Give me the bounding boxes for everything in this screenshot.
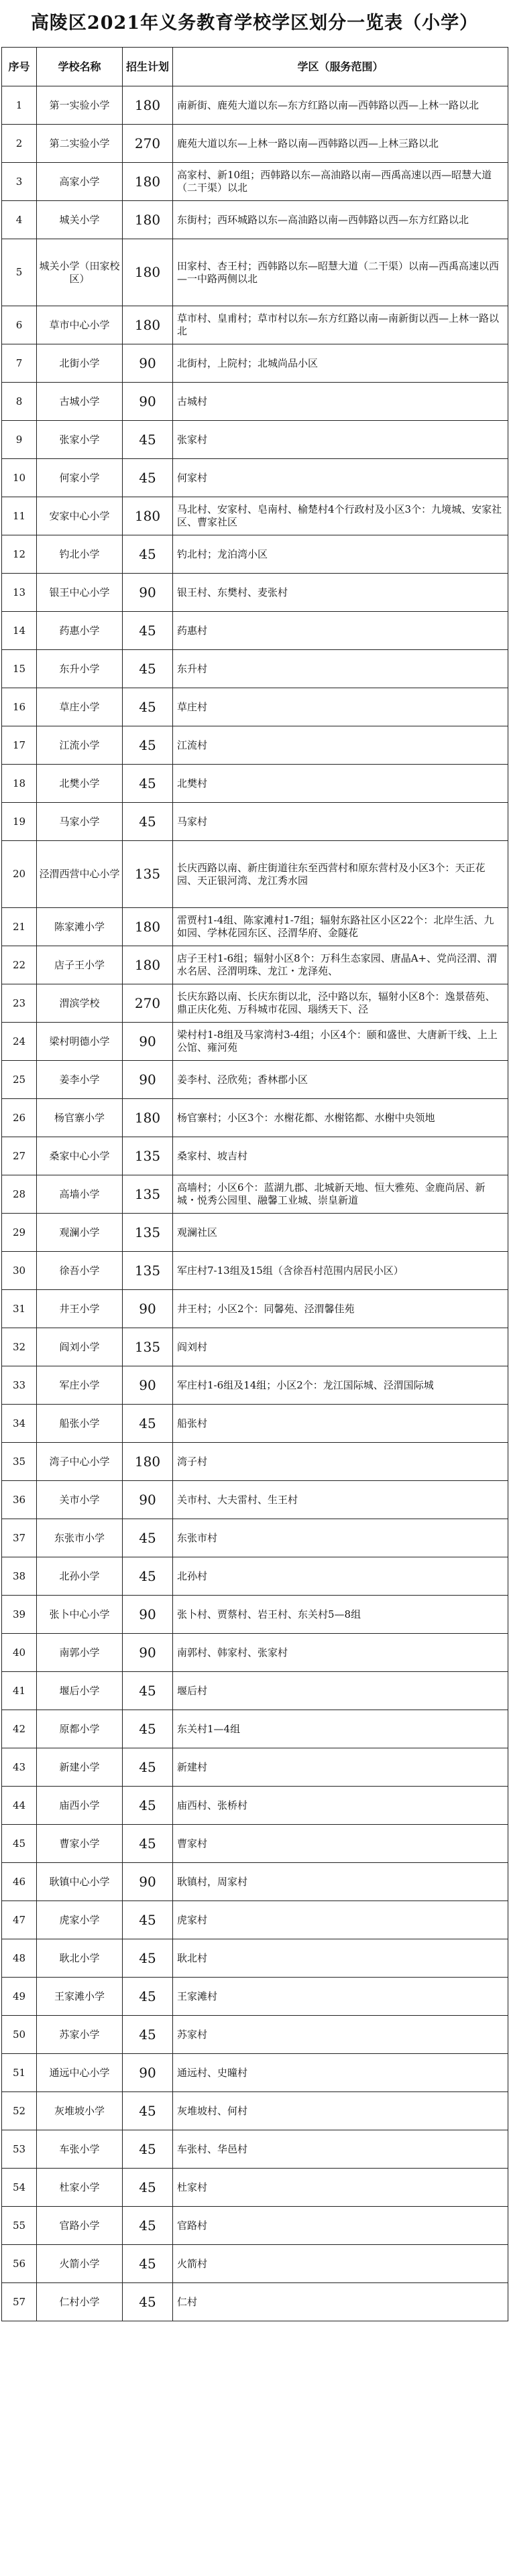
row-number: 27 xyxy=(2,1137,37,1175)
enrollment-plan: 45 xyxy=(123,2092,173,2130)
table-row xyxy=(2,2130,508,2169)
row-number: 42 xyxy=(2,1710,37,1748)
school-name: 虎家小学 xyxy=(37,1901,123,1939)
district-area: 南郭村、韩家村、张家村 xyxy=(173,1634,508,1672)
row-number: 14 xyxy=(2,612,37,650)
district-area: 桑家村、坡吉村 xyxy=(173,1137,508,1175)
table-row xyxy=(2,1787,508,1825)
table-row xyxy=(2,1863,508,1901)
district-area: 东街村；西环城路以东—高油路以南—西韩路以西—东方红路以北 xyxy=(173,201,508,239)
school-name: 王家滩小学 xyxy=(37,1978,123,2016)
table-row xyxy=(2,2283,508,2321)
table-row xyxy=(2,306,508,344)
school-name: 渭滨学校 xyxy=(37,984,123,1023)
table-row xyxy=(2,841,508,908)
school-name: 高家小学 xyxy=(37,163,123,201)
row-number: 34 xyxy=(2,1405,37,1443)
school-name: 杨官寨小学 xyxy=(37,1099,123,1137)
row-number: 50 xyxy=(2,2016,37,2054)
school-name: 通远中心小学 xyxy=(37,2054,123,2092)
table-row xyxy=(2,1175,508,1214)
district-area: 观澜社区 xyxy=(173,1214,508,1252)
header-no: 序号 xyxy=(2,48,37,86)
row-number: 8 xyxy=(2,383,37,421)
row-number: 36 xyxy=(2,1481,37,1519)
row-number: 4 xyxy=(2,201,37,239)
table-row xyxy=(2,125,508,163)
enrollment-plan: 45 xyxy=(123,1672,173,1710)
table-row xyxy=(2,726,508,765)
school-name: 观澜小学 xyxy=(37,1214,123,1252)
school-name: 东张市小学 xyxy=(37,1519,123,1557)
table-row xyxy=(2,1978,508,2016)
enrollment-plan: 45 xyxy=(123,2207,173,2245)
enrollment-plan: 180 xyxy=(123,86,173,125)
enrollment-plan: 90 xyxy=(123,1290,173,1328)
table-row xyxy=(2,2245,508,2283)
enrollment-plan: 180 xyxy=(123,163,173,201)
row-number: 46 xyxy=(2,1863,37,1901)
school-name: 徐吾小学 xyxy=(37,1252,123,1290)
enrollment-plan: 180 xyxy=(123,201,173,239)
district-area: 草市村、皇甫村；草市村以东—东方红路以南—南新街以西—上林一路以北 xyxy=(173,306,508,344)
district-area: 北街村，上院村；北城尚品小区 xyxy=(173,344,508,383)
enrollment-plan: 45 xyxy=(123,650,173,688)
row-number: 39 xyxy=(2,1596,37,1634)
row-number: 20 xyxy=(2,841,37,908)
table-row xyxy=(2,239,508,306)
district-area: 火箭村 xyxy=(173,2245,508,2283)
school-name: 江流小学 xyxy=(37,726,123,765)
enrollment-plan: 45 xyxy=(123,1978,173,2016)
enrollment-plan: 135 xyxy=(123,1328,173,1366)
district-area: 虎家村 xyxy=(173,1901,508,1939)
enrollment-plan: 45 xyxy=(123,612,173,650)
district-area: 湾子村 xyxy=(173,1443,508,1481)
enrollment-plan: 45 xyxy=(123,1557,173,1596)
district-area: 耿北村 xyxy=(173,1939,508,1978)
header-school-name: 学校名称 xyxy=(37,48,123,86)
table-row xyxy=(2,86,508,125)
district-area: 雷贾村1-4组、陈家滩村1-7组；辐射东路社区小区22个：北岸生活、九如园、学林花园东区、泾渭华府、金隧花 xyxy=(173,908,508,946)
table-row xyxy=(2,1939,508,1978)
enrollment-plan: 45 xyxy=(123,726,173,765)
table-row xyxy=(2,421,508,459)
district-area: 北孙村 xyxy=(173,1557,508,1596)
row-number: 54 xyxy=(2,2169,37,2207)
district-area: 阎刘村 xyxy=(173,1328,508,1366)
enrollment-plan: 270 xyxy=(123,125,173,163)
district-area: 马家村 xyxy=(173,803,508,841)
enrollment-plan: 90 xyxy=(123,1061,173,1099)
enrollment-plan: 45 xyxy=(123,1939,173,1978)
table-row xyxy=(2,908,508,946)
enrollment-plan: 180 xyxy=(123,497,173,535)
row-number: 49 xyxy=(2,1978,37,2016)
enrollment-plan: 135 xyxy=(123,1175,173,1214)
row-number: 37 xyxy=(2,1519,37,1557)
district-area: 南新街、鹿苑大道以东—东方红路以南—西韩路以西—上林一路以北 xyxy=(173,86,508,125)
table-row xyxy=(2,1137,508,1175)
table-row xyxy=(2,1901,508,1939)
row-number: 47 xyxy=(2,1901,37,1939)
school-name: 张卜中心小学 xyxy=(37,1596,123,1634)
school-district-table xyxy=(1,47,508,2321)
row-number: 55 xyxy=(2,2207,37,2245)
enrollment-plan: 45 xyxy=(123,1710,173,1748)
table-row xyxy=(2,497,508,535)
school-name: 北孙小学 xyxy=(37,1557,123,1596)
district-area: 军庄村7-13组及15组（含徐吾村范围内居民小区） xyxy=(173,1252,508,1290)
table-row xyxy=(2,1290,508,1328)
school-name: 第一实验小学 xyxy=(37,86,123,125)
school-name: 新建小学 xyxy=(37,1748,123,1787)
school-name: 杜家小学 xyxy=(37,2169,123,2207)
school-name: 苏家小学 xyxy=(37,2016,123,2054)
table-row xyxy=(2,2169,508,2207)
district-area: 庙西村、张桥村 xyxy=(173,1787,508,1825)
table-row xyxy=(2,1748,508,1787)
row-number: 41 xyxy=(2,1672,37,1710)
enrollment-plan: 45 xyxy=(123,535,173,574)
row-number: 29 xyxy=(2,1214,37,1252)
table-row xyxy=(2,1443,508,1481)
school-name: 庙西小学 xyxy=(37,1787,123,1825)
school-name: 钓北小学 xyxy=(37,535,123,574)
school-name: 银王中心小学 xyxy=(37,574,123,612)
enrollment-plan: 45 xyxy=(123,1405,173,1443)
enrollment-plan: 45 xyxy=(123,1901,173,1939)
enrollment-plan: 135 xyxy=(123,1137,173,1175)
row-number: 38 xyxy=(2,1557,37,1596)
row-number: 43 xyxy=(2,1748,37,1787)
district-area: 梁村村1-8组及马家湾村3-4组；小区4个：颐和盛世、大唐新干线、上上公馆、雍河苑 xyxy=(173,1023,508,1061)
enrollment-plan: 135 xyxy=(123,841,173,908)
school-name: 第二实验小学 xyxy=(37,125,123,163)
school-name: 城关小学 xyxy=(37,201,123,239)
district-area: 北樊村 xyxy=(173,765,508,803)
table-row xyxy=(2,1405,508,1443)
table-row xyxy=(2,1023,508,1061)
row-number: 5 xyxy=(2,239,37,306)
table-row xyxy=(2,650,508,688)
district-area: 杜家村 xyxy=(173,2169,508,2207)
district-area: 新建村 xyxy=(173,1748,508,1787)
row-number: 13 xyxy=(2,574,37,612)
school-name: 何家小学 xyxy=(37,459,123,497)
district-area: 东张市村 xyxy=(173,1519,508,1557)
school-name: 仁村小学 xyxy=(37,2283,123,2321)
page-title: 高陵区2021年义务教育学校学区划分一览表（小学） xyxy=(30,13,479,34)
district-area: 仁村 xyxy=(173,2283,508,2321)
table-row xyxy=(2,459,508,497)
table-row xyxy=(2,1519,508,1557)
table-row xyxy=(2,1672,508,1710)
row-number: 40 xyxy=(2,1634,37,1672)
table-row xyxy=(2,1596,508,1634)
school-name: 店子王小学 xyxy=(37,946,123,984)
school-name: 草市中心小学 xyxy=(37,306,123,344)
school-name: 东升小学 xyxy=(37,650,123,688)
header-district: 学区（服务范围） xyxy=(173,48,508,86)
enrollment-plan: 180 xyxy=(123,306,173,344)
row-number: 51 xyxy=(2,2054,37,2092)
enrollment-plan: 135 xyxy=(123,1252,173,1290)
row-number: 44 xyxy=(2,1787,37,1825)
school-name: 张家小学 xyxy=(37,421,123,459)
row-number: 3 xyxy=(2,163,37,201)
row-number: 33 xyxy=(2,1366,37,1405)
row-number: 23 xyxy=(2,984,37,1023)
district-area: 关市村、大夫雷村、生王村 xyxy=(173,1481,508,1519)
row-number: 2 xyxy=(2,125,37,163)
row-number: 30 xyxy=(2,1252,37,1290)
table-row xyxy=(2,2207,508,2245)
table-row xyxy=(2,1061,508,1099)
row-number: 24 xyxy=(2,1023,37,1061)
row-number: 16 xyxy=(2,688,37,726)
enrollment-plan: 180 xyxy=(123,946,173,984)
row-number: 32 xyxy=(2,1328,37,1366)
row-number: 53 xyxy=(2,2130,37,2169)
table-row xyxy=(2,1214,508,1252)
school-name: 安家中心小学 xyxy=(37,497,123,535)
row-number: 7 xyxy=(2,344,37,383)
enrollment-plan: 45 xyxy=(123,1748,173,1787)
district-area: 灰堆坡村、何村 xyxy=(173,2092,508,2130)
district-area: 马北村、安家村、皂南村、榆楚村4个行政村及小区3个：九境城、安家社区、曹家社区 xyxy=(173,497,508,535)
enrollment-plan: 90 xyxy=(123,383,173,421)
school-name: 姜李小学 xyxy=(37,1061,123,1099)
table-row xyxy=(2,612,508,650)
enrollment-plan: 90 xyxy=(123,1863,173,1901)
row-number: 10 xyxy=(2,459,37,497)
table-row xyxy=(2,688,508,726)
school-name: 城关小学（田家校区） xyxy=(37,239,123,306)
row-number: 45 xyxy=(2,1825,37,1863)
enrollment-plan: 90 xyxy=(123,2054,173,2092)
table-row xyxy=(2,1366,508,1405)
table-row xyxy=(2,1634,508,1672)
school-name: 船张小学 xyxy=(37,1405,123,1443)
district-area: 耿镇村，周家村 xyxy=(173,1863,508,1901)
row-number: 31 xyxy=(2,1290,37,1328)
school-name: 军庄小学 xyxy=(37,1366,123,1405)
enrollment-plan: 90 xyxy=(123,1634,173,1672)
row-number: 12 xyxy=(2,535,37,574)
school-name: 桑家中心小学 xyxy=(37,1137,123,1175)
district-area: 车张村、华邑村 xyxy=(173,2130,508,2169)
district-area: 曹家村 xyxy=(173,1825,508,1863)
enrollment-plan: 45 xyxy=(123,688,173,726)
enrollment-plan: 45 xyxy=(123,2283,173,2321)
school-name: 原都小学 xyxy=(37,1710,123,1748)
school-name: 关市小学 xyxy=(37,1481,123,1519)
table-row xyxy=(2,2016,508,2054)
district-area: 东升村 xyxy=(173,650,508,688)
district-area: 江流村 xyxy=(173,726,508,765)
table-row xyxy=(2,2092,508,2130)
table-row xyxy=(2,163,508,201)
district-area: 长庆西路以南、新庄街道往东至西营村和原东营村及小区3个：天正花园、天正银河湾、龙江秀水园 xyxy=(173,841,508,908)
enrollment-plan: 90 xyxy=(123,1023,173,1061)
district-area: 田家村、杏王村；西韩路以东—昭慧大道（二干渠）以南—西禹高速以西—一中路两侧以北 xyxy=(173,239,508,306)
row-number: 21 xyxy=(2,908,37,946)
school-name: 马家小学 xyxy=(37,803,123,841)
row-number: 15 xyxy=(2,650,37,688)
school-name: 泾渭西营中心小学 xyxy=(37,841,123,908)
table-row xyxy=(2,344,508,383)
district-area: 草庄村 xyxy=(173,688,508,726)
district-area: 张卜村、贾蔡村、岩王村、东关村5—8组 xyxy=(173,1596,508,1634)
enrollment-plan: 45 xyxy=(123,1519,173,1557)
school-name: 高墙小学 xyxy=(37,1175,123,1214)
district-area: 银王村、东樊村、麦张村 xyxy=(173,574,508,612)
enrollment-plan: 45 xyxy=(123,765,173,803)
school-name: 药惠小学 xyxy=(37,612,123,650)
enrollment-plan: 45 xyxy=(123,1825,173,1863)
district-area: 军庄村1-6组及14组；小区2个：龙江国际城、泾渭国际城 xyxy=(173,1366,508,1405)
header-plan: 招生计划 xyxy=(123,48,173,86)
school-name: 井王小学 xyxy=(37,1290,123,1328)
district-area: 姜李村、泾欣苑；香林郡小区 xyxy=(173,1061,508,1099)
enrollment-plan: 45 xyxy=(123,2130,173,2169)
enrollment-plan: 180 xyxy=(123,1099,173,1137)
enrollment-plan: 45 xyxy=(123,2016,173,2054)
enrollment-plan: 45 xyxy=(123,803,173,841)
table-row xyxy=(2,1252,508,1290)
row-number: 11 xyxy=(2,497,37,535)
district-area: 高家村、新10组；西韩路以东—高油路以南—西禹高速以西—昭慧大道（二干渠）以北 xyxy=(173,163,508,201)
school-name: 阎刘小学 xyxy=(37,1328,123,1366)
enrollment-plan: 270 xyxy=(123,984,173,1023)
district-area: 鹿苑大道以东—上林一路以南—西韩路以西—上林三路以北 xyxy=(173,125,508,163)
row-number: 17 xyxy=(2,726,37,765)
table-row xyxy=(2,984,508,1023)
school-name: 南郭小学 xyxy=(37,1634,123,1672)
table-row xyxy=(2,574,508,612)
row-number: 57 xyxy=(2,2283,37,2321)
table-row xyxy=(2,535,508,574)
district-area: 堰后村 xyxy=(173,1672,508,1710)
row-number: 52 xyxy=(2,2092,37,2130)
row-number: 25 xyxy=(2,1061,37,1099)
school-name: 曹家小学 xyxy=(37,1825,123,1863)
enrollment-plan: 90 xyxy=(123,574,173,612)
school-name: 梁村明德小学 xyxy=(37,1023,123,1061)
row-number: 1 xyxy=(2,86,37,125)
school-name: 古城小学 xyxy=(37,383,123,421)
enrollment-plan: 45 xyxy=(123,459,173,497)
district-area: 张家村 xyxy=(173,421,508,459)
table-row xyxy=(2,1825,508,1863)
row-number: 18 xyxy=(2,765,37,803)
school-name: 火箭小学 xyxy=(37,2245,123,2283)
table-row xyxy=(2,1557,508,1596)
district-area: 官路村 xyxy=(173,2207,508,2245)
enrollment-plan: 90 xyxy=(123,1596,173,1634)
enrollment-plan: 45 xyxy=(123,2245,173,2283)
row-number: 19 xyxy=(2,803,37,841)
row-number: 56 xyxy=(2,2245,37,2283)
table-row xyxy=(2,1481,508,1519)
district-area: 井王村；小区2个：同馨苑、泾渭馨佳苑 xyxy=(173,1290,508,1328)
school-name: 北街小学 xyxy=(37,344,123,383)
table-row xyxy=(2,1099,508,1137)
enrollment-plan: 45 xyxy=(123,421,173,459)
row-number: 28 xyxy=(2,1175,37,1214)
row-number: 22 xyxy=(2,946,37,984)
table-row xyxy=(2,383,508,421)
row-number: 6 xyxy=(2,306,37,344)
district-area: 古城村 xyxy=(173,383,508,421)
table-row xyxy=(2,2054,508,2092)
row-number: 26 xyxy=(2,1099,37,1137)
enrollment-plan: 45 xyxy=(123,2169,173,2207)
school-name: 耿北小学 xyxy=(37,1939,123,1978)
enrollment-plan: 135 xyxy=(123,1214,173,1252)
district-area: 长庆东路以南、长庆东街以北，泾中路以东，辐射小区8个：逸景蓓苑、鼎正庆化苑、万科城市花园、瑙绣天下、泾 xyxy=(173,984,508,1023)
school-name: 北樊小学 xyxy=(37,765,123,803)
row-number: 9 xyxy=(2,421,37,459)
enrollment-plan: 90 xyxy=(123,344,173,383)
district-area: 药惠村 xyxy=(173,612,508,650)
school-name: 陈家滩小学 xyxy=(37,908,123,946)
district-area: 何家村 xyxy=(173,459,508,497)
district-area: 高墙村；小区6个：蓝湖九郡、北城新天地、恒大雅苑、金鹿尚居、新城・悦秀公园里、融馨工业城、崇皇新道 xyxy=(173,1175,508,1214)
district-area: 船张村 xyxy=(173,1405,508,1443)
table-row xyxy=(2,201,508,239)
school-name: 耿镇中心小学 xyxy=(37,1863,123,1901)
enrollment-plan: 90 xyxy=(123,1366,173,1405)
district-area: 钓北村；龙泊湾小区 xyxy=(173,535,508,574)
district-area: 杨官寨村；小区3个：水榭花都、水榭铭都、水榭中央领地 xyxy=(173,1099,508,1137)
enrollment-plan: 180 xyxy=(123,239,173,306)
district-area: 东关村1—4组 xyxy=(173,1710,508,1748)
school-name: 堰后小学 xyxy=(37,1672,123,1710)
enrollment-plan: 180 xyxy=(123,1443,173,1481)
district-area: 通远村、史曈村 xyxy=(173,2054,508,2092)
header-row xyxy=(2,48,508,86)
enrollment-plan: 45 xyxy=(123,1787,173,1825)
district-area: 店子王村1-6组；辐射小区8个：万科生态家园、唐晶A+、党尚泾渭、渭水名居、泾渭明珠、龙江・龙泽苑、 xyxy=(173,946,508,984)
enrollment-plan: 90 xyxy=(123,1481,173,1519)
school-name: 官路小学 xyxy=(37,2207,123,2245)
row-number: 35 xyxy=(2,1443,37,1481)
table-row xyxy=(2,803,508,841)
table-row xyxy=(2,765,508,803)
table-row xyxy=(2,1710,508,1748)
enrollment-plan: 180 xyxy=(123,908,173,946)
table-row xyxy=(2,946,508,984)
school-name: 车张小学 xyxy=(37,2130,123,2169)
row-number: 48 xyxy=(2,1939,37,1978)
school-name: 灰堆坡小学 xyxy=(37,2092,123,2130)
district-area: 王家滩村 xyxy=(173,1978,508,2016)
table-row xyxy=(2,1328,508,1366)
district-area: 苏家村 xyxy=(173,2016,508,2054)
table-body xyxy=(2,86,508,2321)
school-name: 湾子中心小学 xyxy=(37,1443,123,1481)
school-name: 草庄小学 xyxy=(37,688,123,726)
